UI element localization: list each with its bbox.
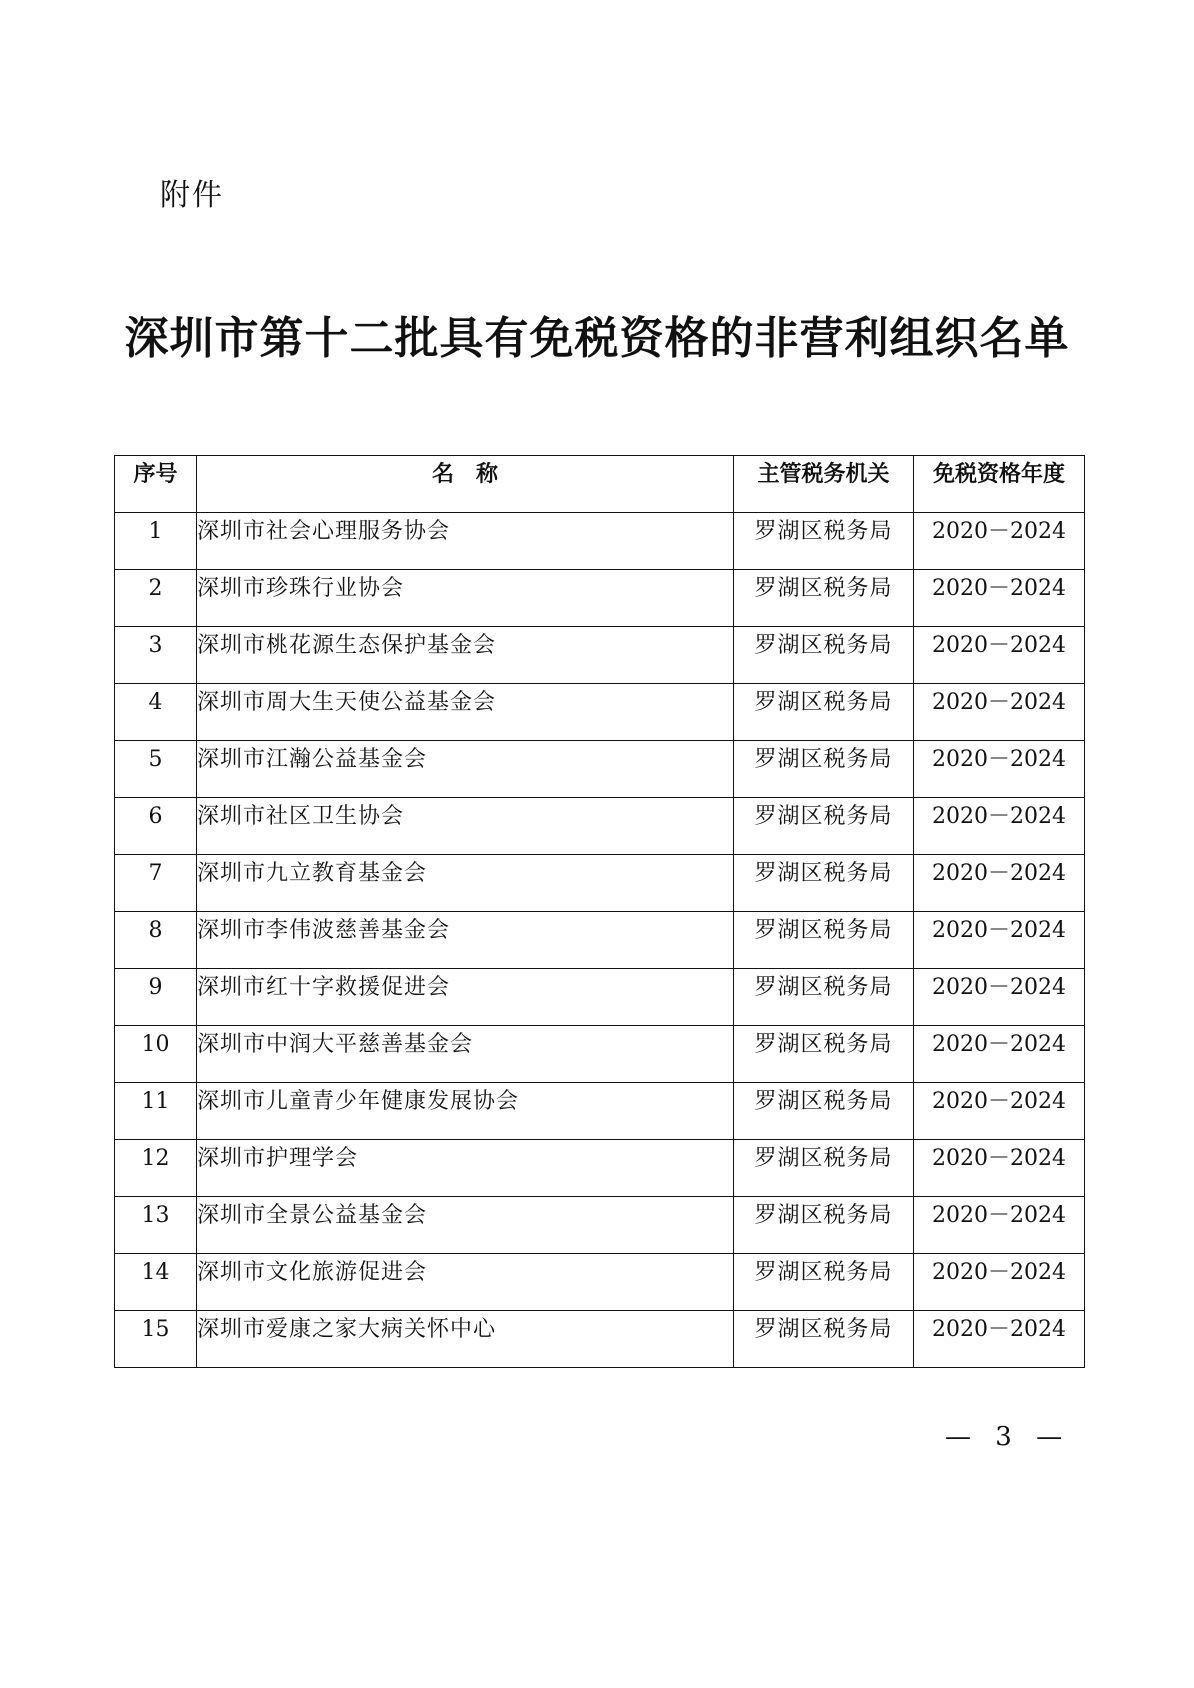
- table-row: [115, 1311, 1085, 1368]
- row-number: 15: [115, 1311, 197, 1368]
- header-years: 免税资格年度: [914, 456, 1085, 513]
- organization-name: 深圳市红十字救援促进会: [197, 969, 734, 1026]
- exemption-years: 2020－2024: [914, 855, 1085, 912]
- exemption-years: 2020－2024: [914, 1197, 1085, 1254]
- table-row: [115, 1197, 1085, 1254]
- exemption-years: 2020－2024: [914, 798, 1085, 855]
- tax-authority: 罗湖区税务局: [734, 798, 914, 855]
- organization-name: 深圳市桃花源生态保护基金会: [197, 627, 734, 684]
- exemption-years: 2020－2024: [914, 741, 1085, 798]
- table-row: [115, 1254, 1085, 1311]
- tax-authority: 罗湖区税务局: [734, 855, 914, 912]
- row-number: 3: [115, 627, 197, 684]
- row-number: 5: [115, 741, 197, 798]
- row-number: 7: [115, 855, 197, 912]
- table-row: [115, 969, 1085, 1026]
- organization-name: 深圳市社区卫生协会: [197, 798, 734, 855]
- row-number: 8: [115, 912, 197, 969]
- exemption-years: 2020－2024: [914, 684, 1085, 741]
- exemption-years: 2020－2024: [914, 513, 1085, 570]
- tax-authority: 罗湖区税务局: [734, 1083, 914, 1140]
- tax-authority: 罗湖区税务局: [734, 1254, 914, 1311]
- table-row: [115, 570, 1085, 627]
- exemption-years: 2020－2024: [914, 1083, 1085, 1140]
- table-body: [115, 513, 1085, 1368]
- tax-authority: 罗湖区税务局: [734, 627, 914, 684]
- table-row: [115, 1026, 1085, 1083]
- row-number: 14: [115, 1254, 197, 1311]
- exemption-years: 2020－2024: [914, 1254, 1085, 1311]
- tax-authority: 罗湖区税务局: [734, 969, 914, 1026]
- header-authority: 主管税务机关: [734, 456, 914, 513]
- exemption-years: 2020－2024: [914, 969, 1085, 1026]
- organization-name: 深圳市周大生天使公益基金会: [197, 684, 734, 741]
- table-row: [115, 855, 1085, 912]
- row-number: 11: [115, 1083, 197, 1140]
- table-row: [115, 627, 1085, 684]
- tax-authority: 罗湖区税务局: [734, 741, 914, 798]
- organization-name: 深圳市全景公益基金会: [197, 1197, 734, 1254]
- exemption-years: 2020－2024: [914, 627, 1085, 684]
- organization-name: 深圳市珍珠行业协会: [197, 570, 734, 627]
- tax-authority: 罗湖区税务局: [734, 1311, 914, 1368]
- tax-authority: 罗湖区税务局: [734, 1197, 914, 1254]
- row-number: 4: [115, 684, 197, 741]
- table-row: [115, 513, 1085, 570]
- table-row: [115, 741, 1085, 798]
- row-number: 9: [115, 969, 197, 1026]
- table-row: [115, 1140, 1085, 1197]
- page-number: — 3 —: [945, 1422, 1071, 1452]
- table-row: [115, 798, 1085, 855]
- tax-authority: 罗湖区税务局: [734, 570, 914, 627]
- tax-authority: 罗湖区税务局: [734, 912, 914, 969]
- organization-name: 深圳市文化旅游促进会: [197, 1254, 734, 1311]
- row-number: 12: [115, 1140, 197, 1197]
- tax-authority: 罗湖区税务局: [734, 513, 914, 570]
- row-number: 6: [115, 798, 197, 855]
- organization-name: 深圳市社会心理服务协会: [197, 513, 734, 570]
- tax-authority: 罗湖区税务局: [734, 1140, 914, 1197]
- table-row: [115, 684, 1085, 741]
- organization-name: 深圳市江瀚公益基金会: [197, 741, 734, 798]
- tax-authority: 罗湖区税务局: [734, 1026, 914, 1083]
- row-number: 1: [115, 513, 197, 570]
- row-number: 10: [115, 1026, 197, 1083]
- tax-authority: 罗湖区税务局: [734, 684, 914, 741]
- exemption-years: 2020－2024: [914, 1140, 1085, 1197]
- exemption-years: 2020－2024: [914, 1026, 1085, 1083]
- document-title: 深圳市第十二批具有免税资格的非营利组织名单: [124, 313, 1070, 364]
- table-header-row: [115, 456, 1085, 513]
- exemption-years: 2020－2024: [914, 912, 1085, 969]
- header-name: 名 称: [197, 456, 734, 513]
- organization-name: 深圳市爱康之家大病关怀中心: [197, 1311, 734, 1368]
- table-row: [115, 1083, 1085, 1140]
- organization-name: 深圳市儿童青少年健康发展协会: [197, 1083, 734, 1140]
- exemption-years: 2020－2024: [914, 1311, 1085, 1368]
- row-number: 13: [115, 1197, 197, 1254]
- attachment-label: 附件: [160, 178, 224, 213]
- organization-name: 深圳市护理学会: [197, 1140, 734, 1197]
- organization-name: 深圳市中润大平慈善基金会: [197, 1026, 734, 1083]
- organization-name: 深圳市李伟波慈善基金会: [197, 912, 734, 969]
- organization-table: [114, 455, 1085, 1368]
- table-row: [115, 912, 1085, 969]
- organization-name: 深圳市九立教育基金会: [197, 855, 734, 912]
- exemption-years: 2020－2024: [914, 570, 1085, 627]
- header-no: 序号: [115, 456, 197, 513]
- row-number: 2: [115, 570, 197, 627]
